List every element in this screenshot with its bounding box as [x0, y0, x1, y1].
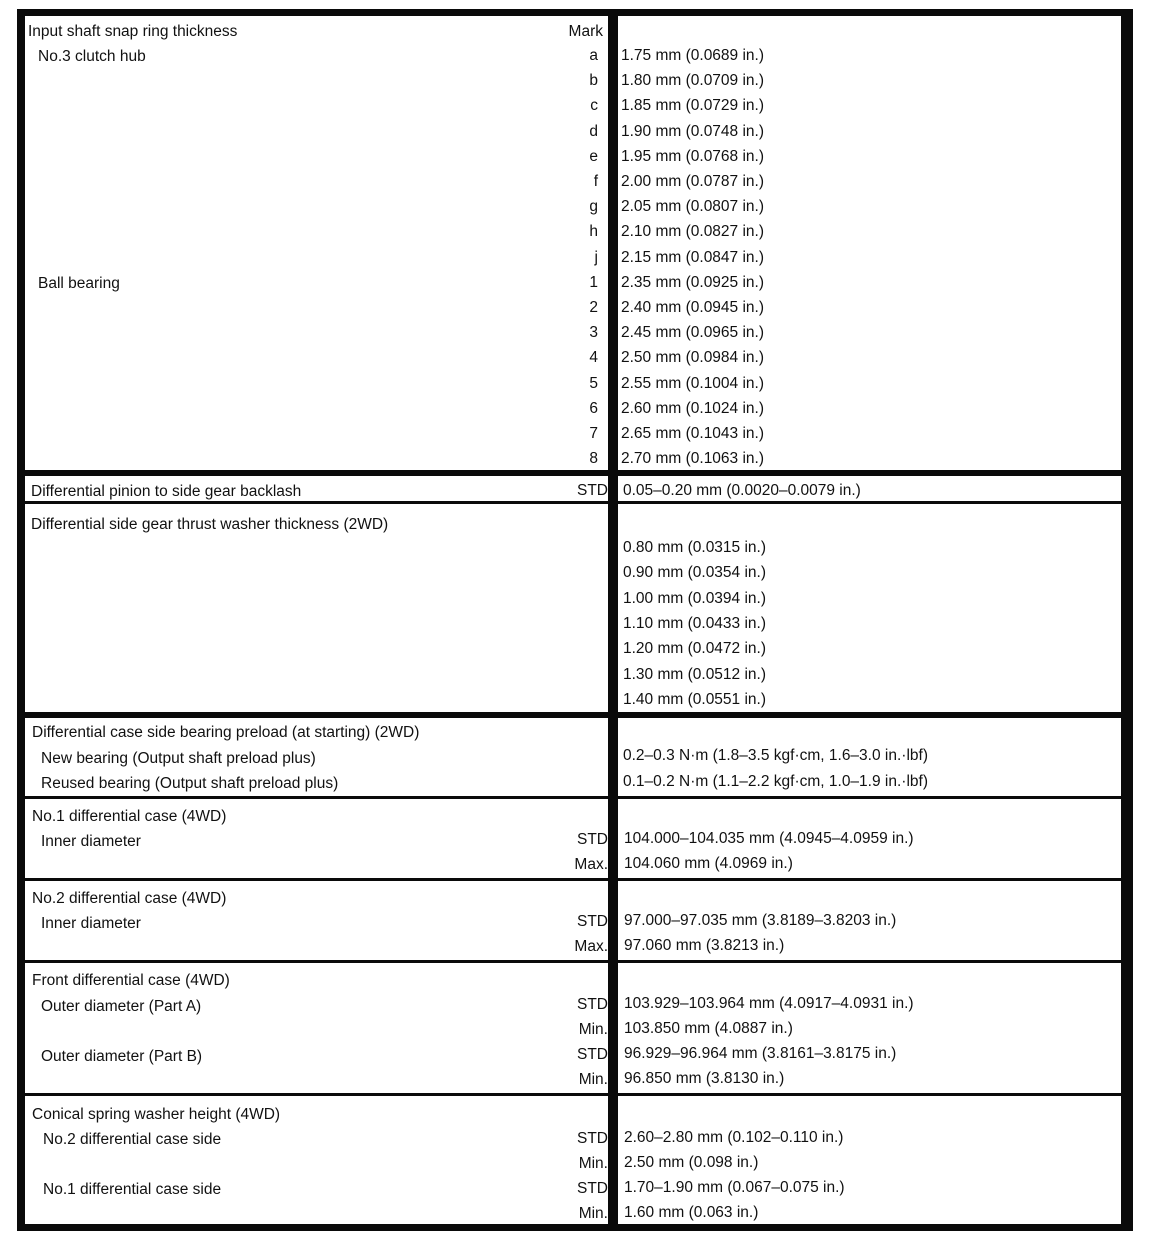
case1-max-mark: Max.: [574, 856, 608, 873]
conical-sub-no1: No.1 differential case side: [43, 1181, 222, 1198]
case1-max-value: 104.060 mm (4.0969 in.): [624, 855, 793, 872]
separator-4: [17, 796, 1133, 799]
snap-ring-mark: d: [589, 122, 598, 140]
preload-new-label: New bearing (Output shaft preload plus): [41, 750, 316, 767]
snap-ring-mark: 4: [589, 349, 598, 367]
snap-ring-mark: 2: [589, 299, 598, 316]
washer-value: 1.10 mm (0.0433 in.): [623, 614, 767, 632]
snap-ring-value: 2.15 mm (0.0847 in.): [621, 248, 765, 266]
snap-ring-value: 2.50 mm (0.0984 in.): [621, 349, 765, 367]
washer-value: 1.00 mm (0.0394 in.): [623, 589, 767, 607]
preload-reused-value: 0.1–0.2 N·m (1.1–2.2 kgf·cm, 1.0–1.9 in.·lbf): [623, 773, 928, 790]
preload-new-value: 0.2–0.3 N·m (1.8–3.5 kgf·cm, 1.6–3.0 in.·lbf): [623, 747, 928, 764]
case2-max-value: 97.060 mm (3.8213 in.): [624, 937, 785, 954]
front-sub-b: Outer diameter (Part B): [41, 1048, 203, 1065]
conical-no2-std-value: 2.60–2.80 mm (0.102–0.110 in.): [624, 1129, 844, 1146]
conical-no2-min-value: 2.50 mm (0.098 in.): [624, 1154, 759, 1171]
frame-top: [17, 9, 1133, 16]
snap-ring-value: 2.00 mm (0.0787 in.): [621, 173, 765, 190]
front-b-min-mark: Min.: [578, 1071, 608, 1088]
preload-reused-label: Reused bearing (Output shaft preload plus): [41, 775, 339, 792]
conical-no1-std-value: 1.70–1.90 mm (0.067–0.075 in.): [624, 1179, 845, 1196]
front-a-min-value: 103.850 mm (4.0887 in.): [624, 1020, 793, 1037]
separator-6: [17, 960, 1133, 963]
clutch-hub-label: No.3 clutch hub: [38, 48, 146, 65]
case2-max-mark: Max.: [574, 938, 608, 955]
mark-header: Mark: [568, 23, 603, 40]
snap-ring-value: 1.80 mm (0.0709 in.): [621, 72, 765, 90]
separator-5: [17, 878, 1133, 881]
front-a-std-mark: STD: [577, 996, 608, 1013]
washer-value: 1.40 mm (0.0551 in.): [623, 690, 767, 708]
separator-2: [17, 501, 1133, 504]
snap-ring-value: 2.45 mm (0.0965 in.): [621, 324, 765, 342]
frame-right: [1121, 9, 1133, 1231]
snap-ring-value: 2.60 mm (0.1024 in.): [621, 399, 765, 417]
snap-ring-mark: 8: [589, 450, 598, 468]
snap-ring-mark: g: [589, 198, 598, 216]
snap-ring-value: 1.90 mm (0.0748 in.): [621, 122, 765, 140]
preload-label: Differential case side bearing preload (at starting) (2WD): [32, 724, 420, 741]
conical-no2-std-mark: STD: [577, 1130, 608, 1147]
washer-label: Differential side gear thrust washer thickness (2WD): [31, 516, 389, 533]
backlash-mark: STD: [577, 482, 608, 499]
snap-ring-mark: 5: [589, 374, 598, 392]
snap-ring-mark: 3: [589, 324, 598, 342]
snap-ring-value: 2.35 mm (0.0925 in.): [621, 273, 765, 291]
separator-1: [17, 470, 1133, 476]
snap-ring-value: 1.95 mm (0.0768 in.): [621, 147, 765, 165]
snap-ring-value: 2.40 mm (0.0945 in.): [621, 299, 765, 316]
snap-ring-mark: a: [589, 47, 598, 64]
front-b-std-mark: STD: [577, 1046, 608, 1063]
front-a-min-mark: Min.: [578, 1021, 608, 1038]
case1-sub: Inner diameter: [41, 833, 141, 850]
snap-ring-mark: 1: [589, 273, 598, 291]
backlash-value: 0.05–0.20 mm (0.0020–0.0079 in.): [623, 482, 861, 499]
snap-ring-mark: 7: [589, 425, 598, 442]
column-divider: [608, 9, 618, 1231]
front-a-std-value: 103.929–103.964 mm (4.0917–4.0931 in.): [624, 995, 914, 1012]
washer-value: 0.90 mm (0.0354 in.): [623, 564, 767, 582]
case2-sub: Inner diameter: [41, 915, 141, 932]
separator-3: [17, 712, 1133, 718]
frame-bottom: [17, 1224, 1133, 1231]
snap-ring-value: 1.85 mm (0.0729 in.): [621, 97, 765, 115]
snap-ring-mark: f: [593, 173, 598, 190]
snap-ring-value: 2.10 mm (0.0827 in.): [621, 223, 765, 241]
snap-ring-mark: b: [589, 72, 598, 90]
washer-value: 0.80 mm (0.0315 in.): [623, 539, 767, 556]
conical-no1-min-value: 1.60 mm (0.063 in.): [624, 1204, 759, 1221]
ball-bearing-label: Ball bearing: [38, 275, 120, 292]
front-b-std-value: 96.929–96.964 mm (3.8161–3.8175 in.): [624, 1045, 897, 1062]
case2-std-value: 97.000–97.035 mm (3.8189–3.8203 in.): [624, 912, 897, 929]
washer-value: 1.20 mm (0.0472 in.): [623, 640, 767, 658]
backlash-label: Differential pinion to side gear backlash: [31, 483, 302, 500]
snap-ring-mark: j: [594, 248, 598, 266]
front-label: Front differential case (4WD): [32, 972, 230, 989]
conical-sub-no2: No.2 differential case side: [43, 1131, 222, 1148]
snap-ring-value: 2.70 mm (0.1063 in.): [621, 450, 765, 468]
snap-ring-mark: 6: [589, 399, 598, 417]
snap-ring-value: 2.55 mm (0.1004 in.): [621, 374, 765, 392]
snap-ring-mark: h: [589, 223, 598, 241]
front-b-min-value: 96.850 mm (3.8130 in.): [624, 1070, 785, 1087]
case2-std-mark: STD: [577, 913, 608, 930]
case2-label: No.2 differential case (4WD): [32, 890, 227, 907]
case1-std-value: 104.000–104.035 mm (4.0945–4.0959 in.): [624, 830, 914, 847]
conical-no1-min-mark: Min.: [578, 1205, 608, 1222]
front-sub-a: Outer diameter (Part A): [41, 998, 202, 1015]
snap-ring-value: 2.65 mm (0.1043 in.): [621, 425, 765, 442]
conical-no2-min-mark: Min.: [578, 1155, 608, 1172]
case1-std-mark: STD: [577, 831, 608, 848]
snap-ring-title: Input shaft snap ring thickness: [28, 23, 238, 40]
snap-ring-mark: c: [590, 97, 598, 115]
washer-value: 1.30 mm (0.0512 in.): [623, 665, 767, 683]
snap-ring-value: 2.05 mm (0.0807 in.): [621, 198, 765, 216]
snap-ring-value: 1.75 mm (0.0689 in.): [621, 47, 765, 64]
separator-7: [17, 1093, 1133, 1096]
conical-label: Conical spring washer height (4WD): [32, 1106, 281, 1123]
case1-label: No.1 differential case (4WD): [32, 808, 227, 825]
conical-no1-std-mark: STD: [577, 1180, 608, 1197]
snap-ring-mark: e: [589, 147, 598, 165]
frame-left: [17, 9, 25, 1231]
